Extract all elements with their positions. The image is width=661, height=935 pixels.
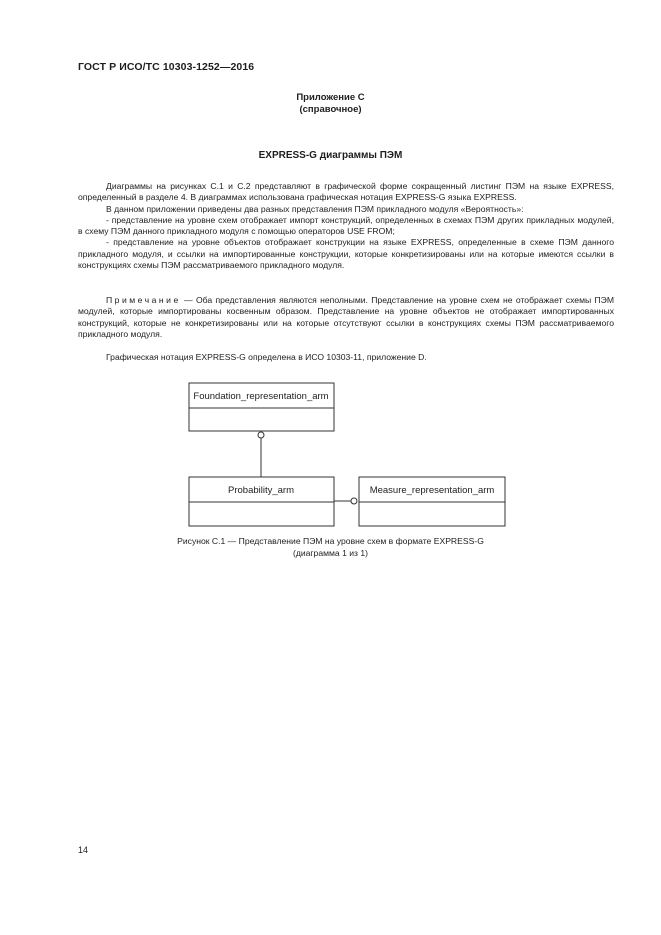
label-foundation-representation: Foundation_representation_arm (193, 391, 329, 402)
paragraph-5: Графическая нотация EXPRESS-G определена в ИСО 10303-11, приложение D. (106, 352, 427, 362)
label-probability: Probability_arm (228, 485, 294, 496)
caption-line-1: Рисунок С.1 — Представление ПЭМ на уровне схем в формате EXPRESS-G (177, 536, 484, 546)
section-title: EXPRESS-G диаграммы ПЭМ (258, 150, 403, 161)
appendix-subtitle: (справочное) (299, 104, 362, 115)
connector-circle-top (258, 432, 264, 438)
appendix-title: Приложение С (296, 92, 365, 103)
figure-caption (0, 535, 661, 559)
caption-line-2: (диаграмма 1 из 1) (292, 548, 369, 558)
paragraph-3: - представление на уровне схем отображает импорт конструкций, определенных в схемах ПЭМ других прикладных модулей, в схему ПЭМ данного прикладного модуля с помощью операторов USE FROM; (78, 214, 614, 237)
connector-circle-right (351, 498, 357, 504)
note-text: — Оба представления являются неполными. Представление на уровне схем не отображает схемы ПЭМ модулей, которые импортированы косвенным образом. Представление на уровне объектов не отображает импортированных конструкций, которые не конкретизированы или на которые отсутствуют ссылки в конструкциях схемы ПЭМ рассматриваемого прикладного модуля. (78, 295, 614, 339)
paragraph-1: Диаграммы на рисунках С.1 и С.2 представляют в графической форме сокращенный листинг ПЭМ на языке EXPRESS, определенный в разделе 4. В диаграммах использована графическая нотация EXPRESS-G языка EXPRESS. (78, 181, 614, 203)
note-label: Примечание (106, 295, 181, 305)
page-number: 14 (78, 845, 89, 855)
label-measure-representation: Measure_representation_arm (369, 485, 495, 496)
document-header: ГОСТ Р ИСО/ТС 10303-1252—2016 (78, 61, 255, 73)
paragraph-4: - представление на уровне объектов отображает конструкции на языке EXPRESS, определенные в схеме ПЭМ данного прикладного модуля, и ссылки на импортированные конструкции, которые конкретизированы или на которые имеются ссылки в конструкциях схемы ПЭМ рассматриваемого прикладного модуля. (78, 237, 614, 271)
paragraph-2: В данном приложении приведены два разных представления ПЭМ прикладного модуля «Вероятность»: (106, 203, 524, 214)
